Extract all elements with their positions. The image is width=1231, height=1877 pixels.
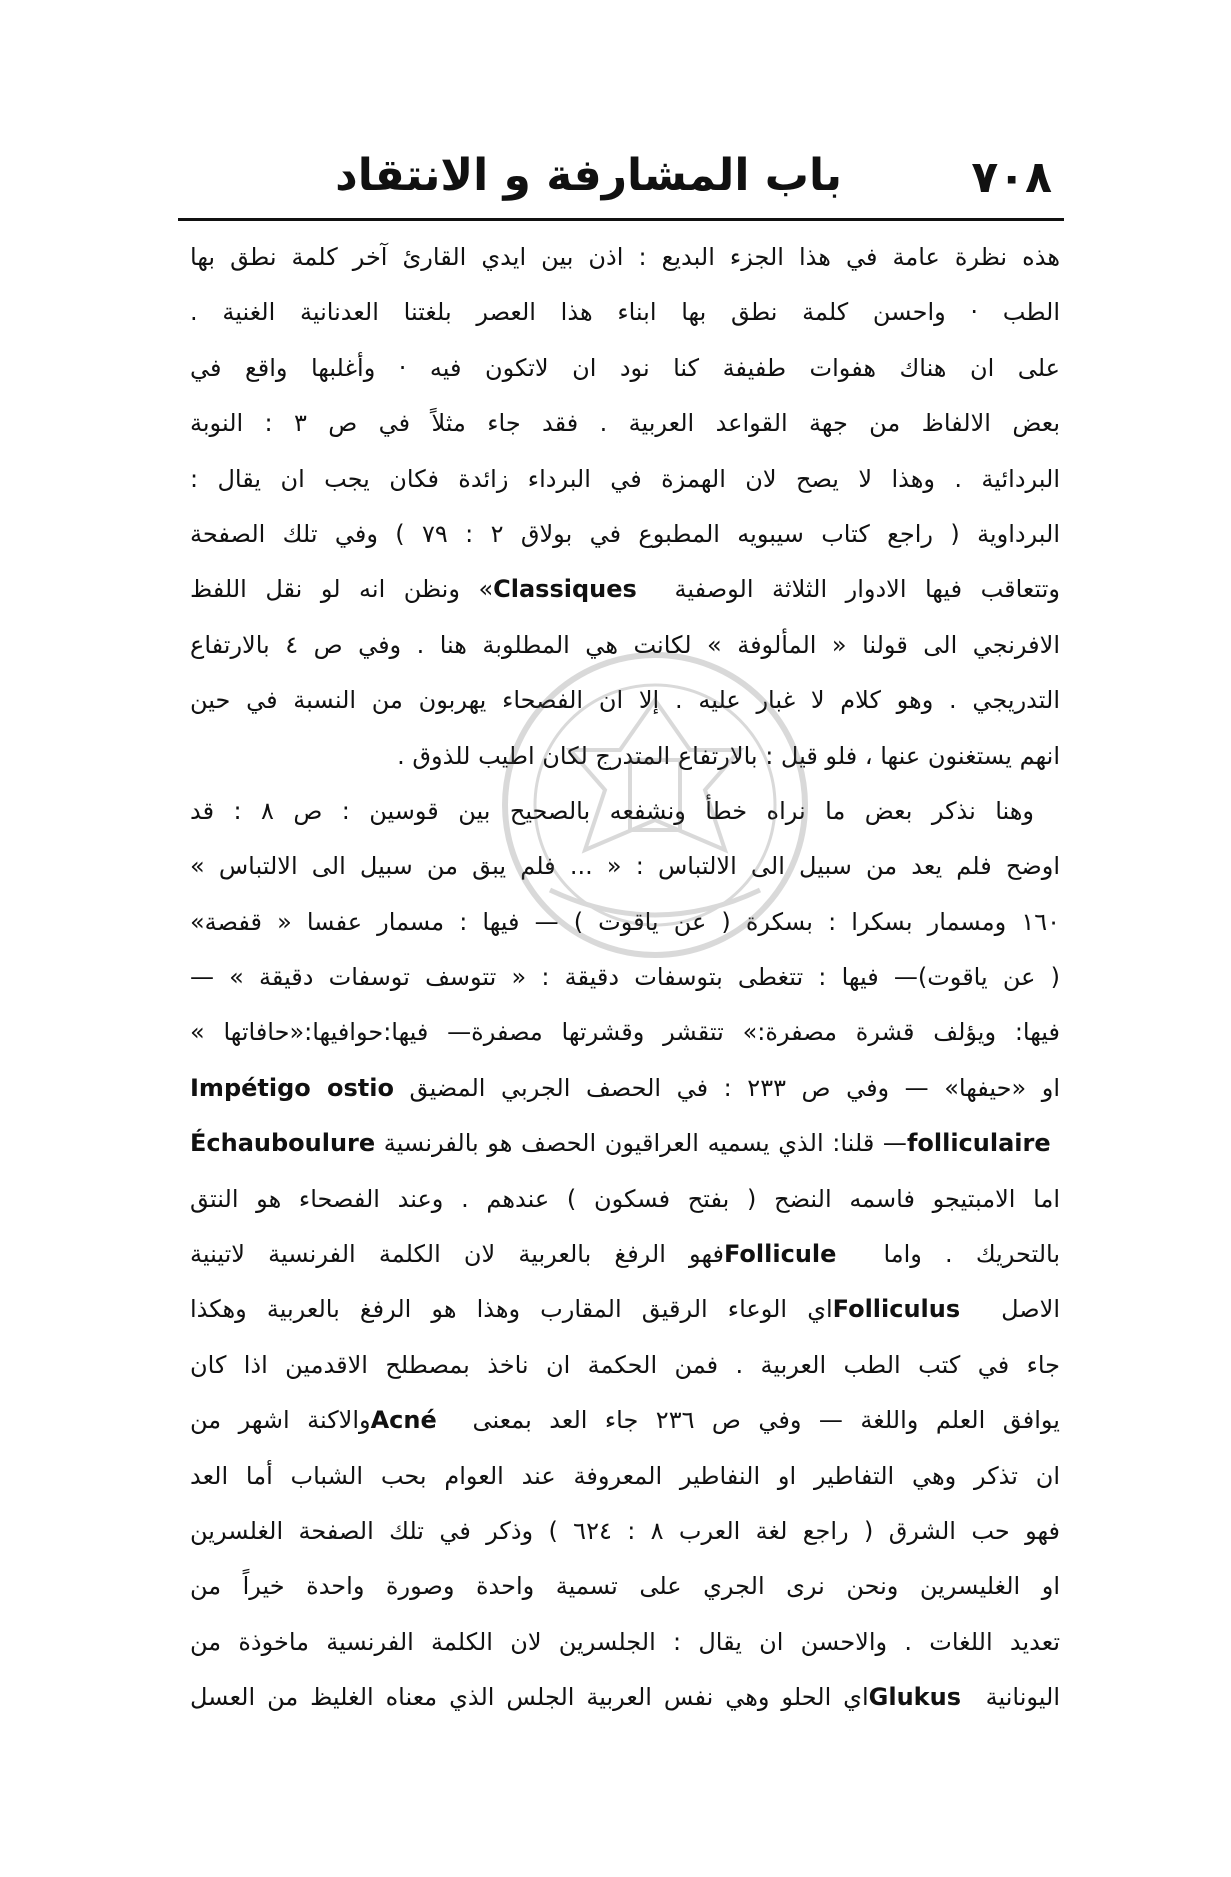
page-header bbox=[180, 150, 1062, 210]
line-text: ١٦٠ ومسمار بسكرا : بسكرة ( عن ياقوت ) — فيها : مسمار عفسا « قفصة» bbox=[190, 907, 1060, 936]
line-text: بعض الالفاظ من جهة القواعد العربية . فقد جاء مثلاً في ص ٣ : النوبة bbox=[190, 409, 1060, 438]
text-line bbox=[190, 1172, 1060, 1227]
text-line bbox=[190, 1116, 1060, 1171]
text-line bbox=[190, 729, 1060, 784]
text-line bbox=[190, 1393, 1060, 1448]
line-text: والاكنة اشهر من bbox=[190, 1406, 371, 1435]
text-line bbox=[190, 1005, 1060, 1060]
latin-term: Impétigo ostio bbox=[190, 1073, 394, 1102]
latin-term: Classiques bbox=[493, 575, 657, 604]
line-text: التدريجي . وهو كلام لا غبار عليه . إلا ان الفصحاء يهربون من النسبة في حين bbox=[190, 686, 1060, 715]
text-line bbox=[190, 1338, 1060, 1393]
text-line bbox=[190, 673, 1060, 728]
line-text: اما الامبتيجو فاسمه النضح ( بفتح فسكون ) عندهم . وعند الفصحاء هو النتق bbox=[190, 1184, 1060, 1213]
line-text: البرداوية ( راجع كتاب سيبويه المطبوع في بولاق ٢ : ٧٩ ) وفي تلك الصفحة bbox=[190, 519, 1060, 548]
line-text: » ونظن انه لو نقل اللفظ bbox=[190, 575, 494, 604]
text-line bbox=[190, 562, 1060, 617]
line-text: او الغليسرين ونحن نرى الجري على تسمية واحدة وصورة واحدة خيراً من bbox=[190, 1572, 1060, 1601]
line-text: اي الحلو وهي نفس العربية الجلس الذي معناه الغليظ من العسل bbox=[190, 1683, 869, 1712]
running-title: باب المشارفة و الانتقاد bbox=[335, 150, 842, 201]
text-line bbox=[190, 285, 1060, 340]
line-text: ان تذكر وهي التفاطير او النفاطير المعروفة عند العوام بحب الشباب أما العد bbox=[190, 1461, 1060, 1490]
text-line bbox=[190, 1504, 1060, 1559]
text-line bbox=[190, 950, 1060, 1005]
line-text: هذه نظرة عامة في هذا الجزء البديع : اذن بين ايدي القارئ آخر كلمة نطق بها bbox=[190, 243, 1060, 271]
text-line bbox=[190, 839, 1060, 894]
line-text: فيها: ويؤلف قشرة مصفرة:» تتقشر وقشرتها مصفرة— فيها:حوافيها:«حافاتها » bbox=[190, 1018, 1060, 1047]
page-number: ٧٠٨ bbox=[971, 152, 1052, 203]
line-text: بالتحريك . واما bbox=[883, 1240, 1060, 1269]
text-line bbox=[190, 1227, 1060, 1282]
line-text: جاء في كتب الطب العربية . فمن الحكمة ان ناخذ بمصطلح الاقدمين اذا كان bbox=[190, 1350, 1060, 1379]
text-line bbox=[190, 507, 1060, 562]
line-text: وتتعاقب فيها الادوار الثلاثة الوصفية bbox=[674, 575, 1060, 604]
text-line bbox=[190, 1559, 1060, 1614]
text-line bbox=[190, 1061, 1060, 1116]
text-line bbox=[190, 1449, 1060, 1504]
text-line bbox=[190, 618, 1060, 673]
line-text: فهو حب الشرق ( راجع لغة العرب ٨ : ٦٢٤ ) وذكر في تلك الصفحة الغلسرين bbox=[190, 1516, 1060, 1545]
line-text: انهم يستغنون عنها ، فلو قيل : بالارتفاع المتدرج لكان اطيب للذوق . bbox=[397, 741, 1060, 770]
line-text: يوافق العلم واللغة — وفي ص ٢٣٦ جاء العد بمعنى bbox=[472, 1406, 1060, 1435]
line-text: او «حيفها» — وفي ص ٢٣٣ : في الحصف الجربي المضيق bbox=[409, 1073, 1060, 1102]
text-line bbox=[190, 784, 1060, 839]
text-line bbox=[190, 1282, 1060, 1337]
text-line bbox=[190, 230, 1060, 285]
line-text: البردائية . وهذا لا يصح لان الهمزة في البرداء زائدة فكان يجب ان يقال : bbox=[190, 464, 1060, 493]
line-text: وهنا نذكر بعض ما نراه خطأ ونشفعه بالصحيح بين قوسين : ص ٨ : قد bbox=[190, 796, 1034, 825]
text-line bbox=[190, 452, 1060, 507]
text-line bbox=[190, 1670, 1060, 1725]
line-text: اي الوعاء الرقيق المقارب وهذا هو الرفغ بالعربية وهكذا bbox=[190, 1295, 833, 1324]
line-text: اليونانية bbox=[985, 1683, 1060, 1712]
line-text: ( عن ياقوت)— فيها : تتغطى بتوسفات دقيقة : « تتوسف توسفات دقيقة » — bbox=[190, 963, 1060, 992]
text-line bbox=[190, 396, 1060, 451]
line-text: — قلنا: الذي يسميه العراقيون الحصف هو بالفرنسية bbox=[383, 1129, 907, 1158]
latin-term: Échauboulure bbox=[190, 1129, 376, 1158]
latin-term: Folliculus bbox=[832, 1295, 981, 1324]
line-text: الطب · واحسن كلمة نطق بها ابناء هذا العصر بلغتنا العدنانية الغنية . bbox=[190, 298, 1060, 327]
text-line bbox=[190, 895, 1060, 950]
header-rule bbox=[178, 218, 1064, 221]
text-line bbox=[190, 1615, 1060, 1670]
text-line bbox=[190, 341, 1060, 396]
latin-term: Follicule bbox=[724, 1240, 861, 1269]
line-text: تعديد اللغات . والاحسن ان يقال : الجلسرين لان الكلمة الفرنسية ماخوذة من bbox=[190, 1627, 1060, 1656]
latin-term: folliculaire bbox=[906, 1129, 1060, 1158]
line-text: الافرنجي الى قولنا « المألوفة » لكانت هي المطلوبة هنا . وفي ص ٤ بالارتفاع bbox=[190, 630, 1060, 659]
latin-term: Acné bbox=[370, 1406, 455, 1435]
line-text: الاصل bbox=[1001, 1295, 1060, 1324]
line-text: فهو الرفغ بالعربية لان الكلمة الفرنسية لاتينية bbox=[190, 1240, 724, 1269]
latin-term: Glukus bbox=[868, 1683, 974, 1712]
line-text: على ان هناك هفوات طفيفة كنا نود ان لاتكون فيه · وأغلبها واقع في bbox=[190, 353, 1060, 382]
body-text bbox=[190, 230, 1060, 1726]
line-text: اوضح فلم يعد من سبيل الى الالتباس : « ... فلم يبق من سبيل الى الالتباس » bbox=[190, 852, 1060, 881]
